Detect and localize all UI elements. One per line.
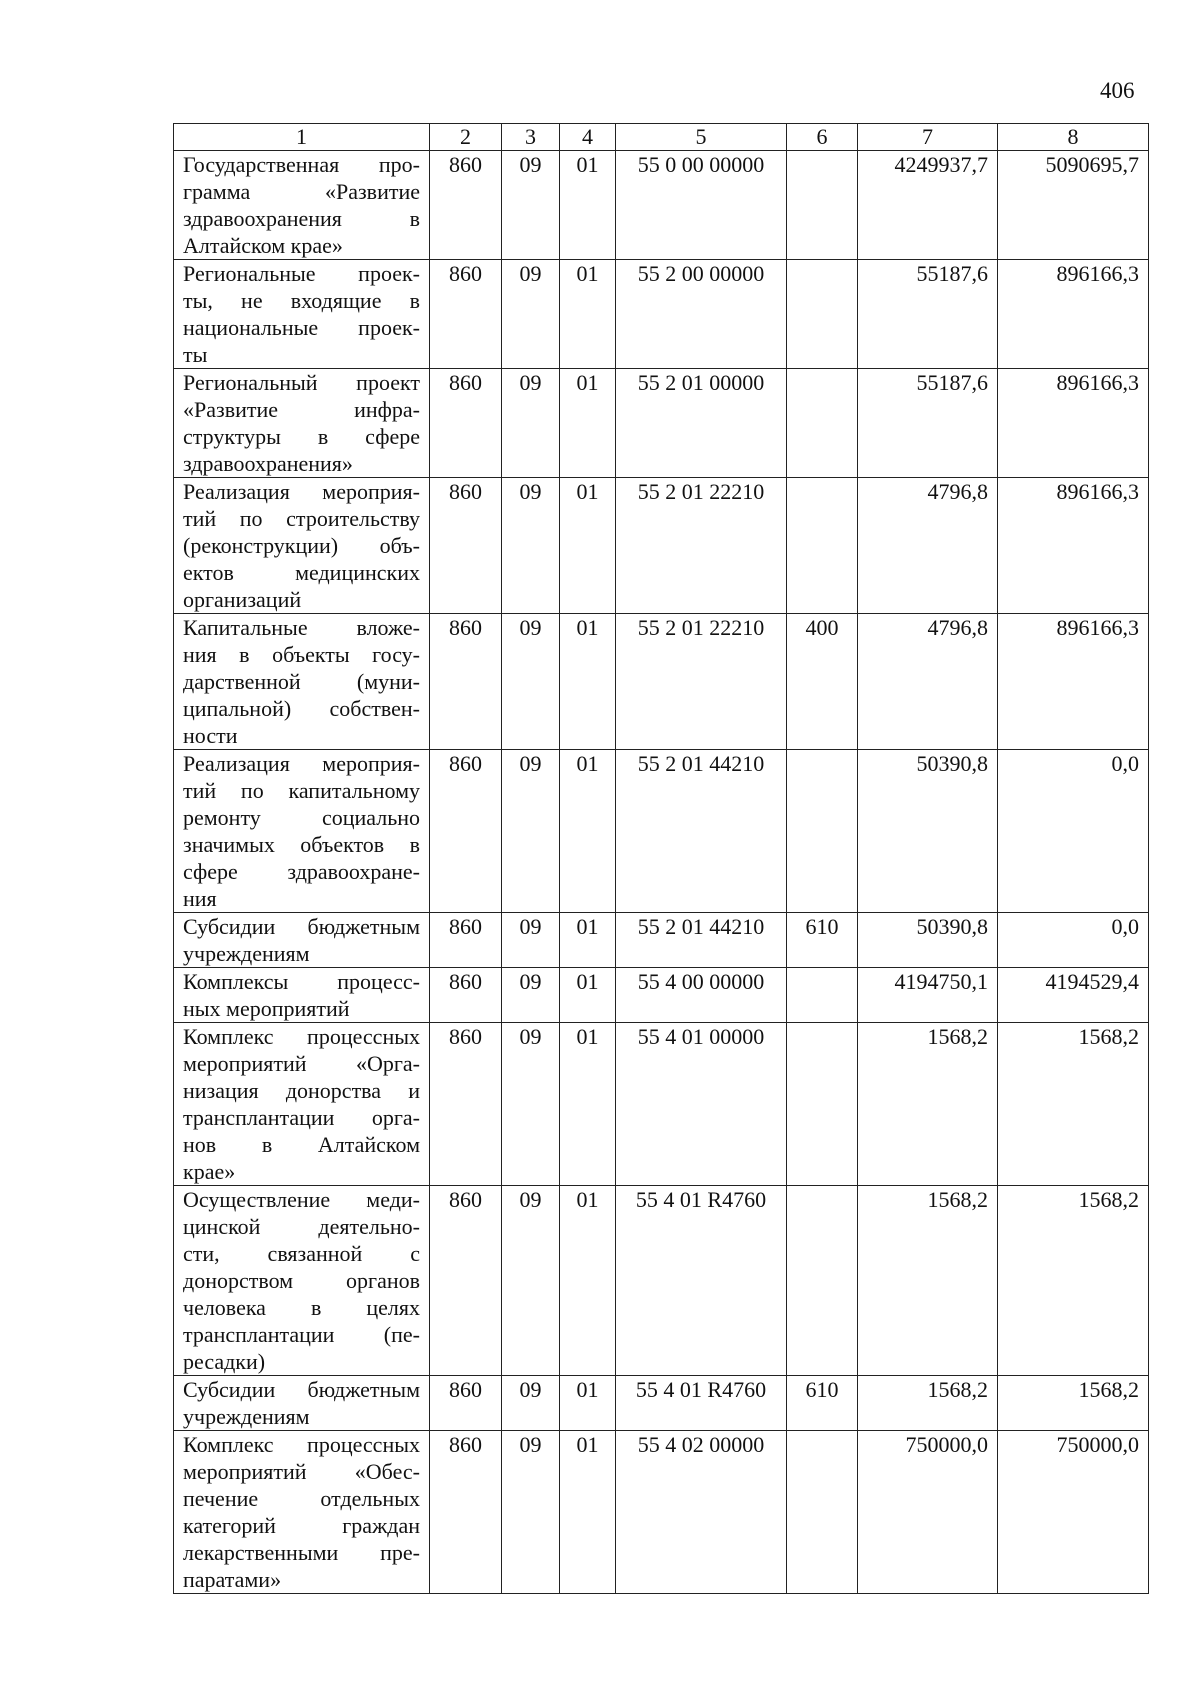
row-name-line: Комплекс процессных [183,1024,420,1049]
subsection-cell: 01 [560,750,616,913]
row-name-line: крае» [183,1159,236,1184]
amount-year2-cell: 1568,2 [998,1023,1149,1186]
subsection-cell: 01 [560,968,616,1023]
row-name-line: Реализация мероприя- [183,479,420,504]
amount-year1-cell: 55187,6 [858,260,998,369]
amount-year2-cell: 896166,3 [998,478,1149,614]
row-name-line: грамма «Развитие [183,179,420,204]
admin-code-cell: 860 [430,369,502,478]
table-body [174,151,1149,1594]
section-cell: 09 [502,1186,560,1376]
admin-code-cell: 860 [430,151,502,260]
row-name-line: категорий граждан [183,1513,420,1538]
row-name-line: Комплекс процессных [183,1432,420,1457]
expense-type-cell: 610 [787,1376,858,1431]
row-name-line: значимых объектов в [183,832,420,857]
expense-type-cell [787,478,858,614]
table-row [174,614,1149,750]
admin-code-cell: 860 [430,260,502,369]
row-name-line: ности [183,723,238,748]
row-name-cell [174,260,430,369]
row-name-line: низация донорства и [183,1078,420,1103]
section-cell: 09 [502,913,560,968]
subsection-cell: 01 [560,1186,616,1376]
target-article-cell: 55 4 01 R4760 [616,1186,787,1376]
expense-type-cell [787,1023,858,1186]
row-name-line: ты, не входящие в [183,288,420,313]
target-article-cell: 55 2 01 00000 [616,369,787,478]
admin-code-cell: 860 [430,968,502,1023]
row-name-line: Региональный проект [183,370,420,395]
subsection-cell: 01 [560,260,616,369]
row-name-line: донорством органов [183,1268,420,1293]
subsection-cell: 01 [560,614,616,750]
expense-type-cell [787,750,858,913]
admin-code-cell: 860 [430,750,502,913]
row-name-line: трансплантации (пе- [183,1322,420,1347]
table-row [174,478,1149,614]
header-cell: 5 [616,124,787,151]
amount-year1-cell: 55187,6 [858,369,998,478]
table-row [174,1431,1149,1594]
table-row [174,913,1149,968]
section-cell: 09 [502,1376,560,1431]
section-cell: 09 [502,614,560,750]
page-number: 406 [1100,78,1135,103]
header-cell: 7 [858,124,998,151]
target-article-cell: 55 2 01 22210 [616,614,787,750]
row-name-line: цинской деятельно- [183,1214,420,1239]
row-name-line: Капитальные вложе- [183,615,420,640]
header-cell: 3 [502,124,560,151]
row-name-line: учреждениям [183,941,310,966]
subsection-cell: 01 [560,151,616,260]
row-name-line: лекарственными пре- [183,1540,420,1565]
table-row [174,1376,1149,1431]
subsection-cell: 01 [560,913,616,968]
section-cell: 09 [502,369,560,478]
target-article-cell: 55 2 01 44210 [616,750,787,913]
row-name-line: Реализация мероприя- [183,751,420,776]
row-name-line: дарственной (муни- [183,669,420,694]
amount-year2-cell: 0,0 [998,913,1149,968]
section-cell: 09 [502,1431,560,1594]
subsection-cell: 01 [560,1431,616,1594]
row-name-line: трансплантации орга- [183,1105,420,1130]
target-article-cell: 55 2 01 22210 [616,478,787,614]
row-name-line: нов в Алтайском [183,1132,420,1157]
amount-year2-cell: 1568,2 [998,1186,1149,1376]
amount-year2-cell: 4194529,4 [998,968,1149,1023]
header-cell: 4 [560,124,616,151]
section-cell: 09 [502,260,560,369]
row-name-line: здравоохранения» [183,451,353,476]
amount-year2-cell: 5090695,7 [998,151,1149,260]
row-name-line: Комплексы процесс- [183,969,420,994]
expense-type-cell [787,369,858,478]
row-name-line: сти, связанной с [183,1241,420,1266]
row-name-line: паратами» [183,1567,282,1592]
row-name-cell [174,1186,430,1376]
subsection-cell: 01 [560,369,616,478]
row-name-line: Региональные проек- [183,261,420,286]
section-cell: 09 [502,1023,560,1186]
admin-code-cell: 860 [430,1186,502,1376]
row-name-line: учреждениям [183,1404,310,1429]
subsection-cell: 01 [560,1376,616,1431]
expense-type-cell [787,151,858,260]
amount-year1-cell: 50390,8 [858,913,998,968]
row-name-line: организаций [183,587,302,612]
expense-type-cell [787,968,858,1023]
section-cell: 09 [502,151,560,260]
target-article-cell: 55 4 02 00000 [616,1431,787,1594]
row-name-cell [174,614,430,750]
row-name-line: ресадки) [183,1349,266,1374]
row-name-line: национальные проек- [183,315,420,340]
amount-year1-cell: 1568,2 [858,1186,998,1376]
admin-code-cell: 860 [430,1023,502,1186]
expense-type-cell: 400 [787,614,858,750]
row-name-line: печение отдельных [183,1486,420,1511]
row-name-line: ных мероприятий [183,996,350,1021]
amount-year2-cell: 896166,3 [998,614,1149,750]
amount-year1-cell: 4249937,7 [858,151,998,260]
target-article-cell: 55 4 01 R4760 [616,1376,787,1431]
row-name-line: Субсидии бюджетным [183,914,420,939]
target-article-cell: 55 2 00 00000 [616,260,787,369]
table-row [174,151,1149,260]
target-article-cell: 55 4 00 00000 [616,968,787,1023]
row-name-line: структуры в сфере [183,424,420,449]
amount-year2-cell: 750000,0 [998,1431,1149,1594]
row-name-line: тий по капитальному [183,778,420,803]
amount-year2-cell: 0,0 [998,750,1149,913]
expense-type-cell [787,260,858,369]
row-name-line: (реконструкции) объ- [183,533,420,558]
subsection-cell: 01 [560,1023,616,1186]
table-row [174,1023,1149,1186]
row-name-line: ектов медицинских [183,560,420,585]
section-cell: 09 [502,478,560,614]
table-row [174,968,1149,1023]
header-cell: 1 [174,124,430,151]
row-name-cell [174,1431,430,1594]
expense-type-cell [787,1186,858,1376]
target-article-cell: 55 4 01 00000 [616,1023,787,1186]
amount-year1-cell: 4796,8 [858,614,998,750]
row-name-cell [174,369,430,478]
row-name-cell [174,913,430,968]
row-name-line: человека в целях [183,1295,420,1320]
row-name-line: Алтайском крае» [183,233,343,258]
section-cell: 09 [502,750,560,913]
amount-year1-cell: 750000,0 [858,1431,998,1594]
target-article-cell: 55 0 00 00000 [616,151,787,260]
row-name-line: Государственная про- [183,152,420,177]
row-name-cell [174,1023,430,1186]
row-name-line: ремонту социально [183,805,420,830]
amount-year1-cell: 50390,8 [858,750,998,913]
row-name-line: «Развитие инфра- [183,397,420,422]
table-row [174,1186,1149,1376]
amount-year2-cell: 1568,2 [998,1376,1149,1431]
row-name-line: Осуществление меди- [183,1187,420,1212]
admin-code-cell: 860 [430,913,502,968]
header-cell: 8 [998,124,1149,151]
row-name-line: ципальной) собствен- [183,696,420,721]
table-row [174,750,1149,913]
amount-year2-cell: 896166,3 [998,369,1149,478]
header-cell: 6 [787,124,858,151]
table-row [174,369,1149,478]
section-cell: 09 [502,968,560,1023]
amount-year1-cell: 1568,2 [858,1023,998,1186]
header-cell: 2 [430,124,502,151]
admin-code-cell: 860 [430,1376,502,1431]
row-name-cell [174,151,430,260]
row-name-line: мероприятий «Обес- [183,1459,420,1484]
table-header-row [174,124,1149,151]
row-name-line: Субсидии бюджетным [183,1377,420,1402]
row-name-cell [174,968,430,1023]
amount-year1-cell: 1568,2 [858,1376,998,1431]
row-name-cell [174,478,430,614]
row-name-line: мероприятий «Орга- [183,1051,420,1076]
admin-code-cell: 860 [430,1431,502,1594]
expense-type-cell: 610 [787,913,858,968]
row-name-cell [174,1376,430,1431]
subsection-cell: 01 [560,478,616,614]
row-name-cell [174,750,430,913]
admin-code-cell: 860 [430,614,502,750]
table-row [174,260,1149,369]
row-name-line: ния в объекты госу- [183,642,420,667]
row-name-line: сфере здравоохране- [183,859,420,884]
target-article-cell: 55 2 01 44210 [616,913,787,968]
admin-code-cell: 860 [430,478,502,614]
budget-table [173,123,1149,1594]
row-name-line: ния [183,886,217,911]
row-name-line: ты [183,342,208,367]
row-name-line: тий по строительству [183,506,420,531]
amount-year2-cell: 896166,3 [998,260,1149,369]
amount-year1-cell: 4796,8 [858,478,998,614]
row-name-line: здравоохранения в [183,206,420,231]
expense-type-cell [787,1431,858,1594]
amount-year1-cell: 4194750,1 [858,968,998,1023]
